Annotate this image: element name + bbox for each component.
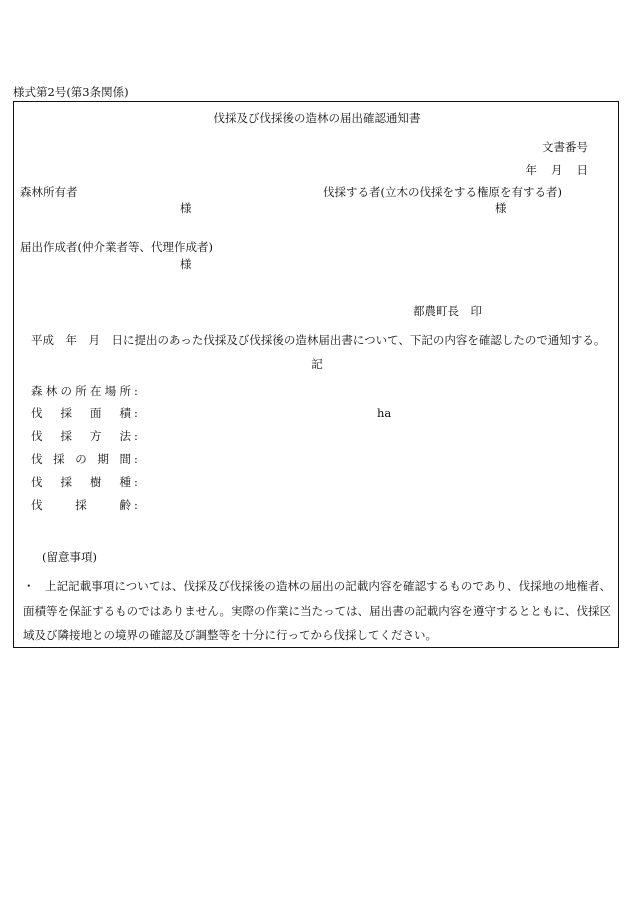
notes-paragraph: [23, 574, 611, 648]
date-line: [512, 165, 589, 177]
item-colon: :: [134, 429, 138, 443]
item-label: 伐採齢: [31, 498, 131, 512]
item-row-period: [31, 454, 138, 466]
feller-label: 伐採する者(立木の伐採をする権原を有する者): [323, 185, 562, 199]
item-label: 伐採方法: [31, 429, 131, 443]
item-colon: :: [134, 384, 138, 398]
date-month: 月: [551, 163, 563, 177]
item-label: 伐採の期間: [31, 452, 131, 466]
issuer-signature: 都農町長 印: [413, 304, 482, 318]
item-row-location: [31, 386, 138, 398]
preparer-label: 届出作成者(仲介業者等、代理作成者): [20, 240, 213, 254]
notice-frame: [13, 101, 619, 648]
item-label: 森林の所在場所: [31, 384, 131, 398]
note-bullet: ・: [23, 579, 35, 593]
forest-owner-label: 森林所有者: [20, 185, 78, 199]
item-colon: :: [134, 475, 138, 489]
item-label: 伐採面積: [31, 406, 131, 420]
item-colon: :: [134, 452, 138, 466]
date-day: 日: [576, 163, 588, 177]
feller-honorific: 様: [495, 201, 507, 215]
notes-title: (留意事項): [42, 550, 97, 564]
item-row-species: [31, 477, 138, 489]
item-row-age: [31, 500, 138, 512]
document-title: 伐採及び伐採後の造林の届出確認通知書: [213, 111, 421, 125]
forest-owner-honorific: 様: [180, 201, 192, 215]
item-row-area: [31, 408, 138, 420]
item-colon: :: [134, 498, 138, 512]
form-number: 様式第2号(第3条関係): [13, 85, 129, 99]
item-label: 伐採樹種: [31, 475, 131, 489]
ki-label: 記: [311, 357, 323, 371]
area-unit: ha: [377, 406, 392, 420]
note-text: 上記記載事項については、伐採及び伐採後の造林の届出の記載内容を確認するものであり、伐採地の地権者、面積等を保証するものではありません。実際の作業に当たっては、届出書の記載内容を遵守するとともに、伐採区域及び隣接地との境界の確認及び調整等を十分に行ってから伐採してください。: [23, 579, 611, 642]
document-number-label: 文書番号: [542, 140, 588, 154]
date-year: 年: [525, 163, 537, 177]
notice-body-text: 平成 年 月 日に提出のあった伐採及び伐採後の造林届出書について、下記の内容を確認したので通知する。: [31, 333, 606, 347]
preparer-honorific: 様: [180, 257, 192, 271]
item-row-method: [31, 431, 138, 443]
item-colon: :: [134, 406, 138, 420]
